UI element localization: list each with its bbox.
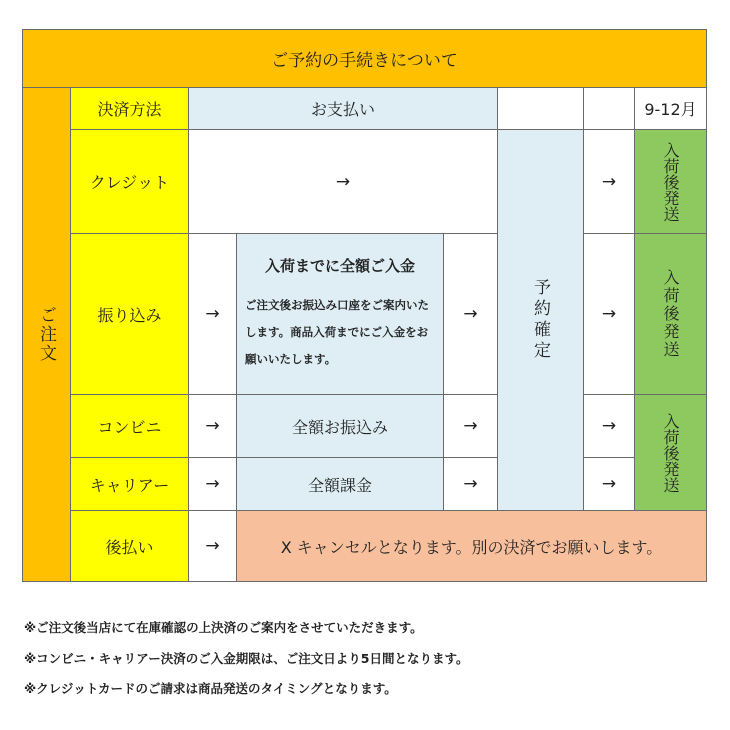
note-stock-check: ※ご注文後当店にて在庫確認の上決済のご案内をさせていただきます。 bbox=[24, 620, 423, 635]
arrow: → bbox=[443, 233, 498, 395]
arrow: → bbox=[443, 457, 498, 511]
row-label-credit: クレジット bbox=[70, 129, 189, 234]
row-label-bank-transfer: 振り込み bbox=[70, 233, 189, 395]
reservation-confirmed-text: 予約確定 bbox=[530, 278, 550, 362]
ship-after-arrival-text: 入荷後発送 bbox=[661, 269, 680, 359]
ship-after-arrival-cell bbox=[634, 129, 707, 234]
bank-transfer-description: ご注文後お振込み口座をご案内いたします。商品入荷までにご入金をお願いいたします。 bbox=[245, 298, 429, 366]
note-credit-billing: ※クレジットカードのご請求は商品発送のタイミングとなります。 bbox=[24, 681, 397, 696]
arrow: → bbox=[188, 233, 237, 395]
ship-after-arrival-text: 入荷後発送 bbox=[661, 141, 680, 222]
arrow: → bbox=[188, 510, 237, 582]
ship-after-arrival-cell bbox=[634, 394, 707, 511]
ship-after-arrival-text: 入荷後発送 bbox=[661, 412, 680, 493]
reservation-confirmed-cell bbox=[497, 129, 584, 511]
order-side-label bbox=[22, 87, 71, 582]
blank-header-cell bbox=[497, 87, 584, 130]
arrow: → bbox=[583, 457, 635, 511]
method-column-header: 決済方法 bbox=[70, 87, 189, 130]
arrow: → bbox=[188, 457, 237, 511]
row-label-deferred-payment: 後払い bbox=[70, 510, 189, 582]
arrow: → bbox=[443, 394, 498, 458]
arrow: → bbox=[188, 129, 498, 234]
row-label-convenience-store: コンビニ bbox=[70, 394, 189, 458]
carrier-payment-desc: 全額課金 bbox=[236, 457, 444, 511]
bank-transfer-info bbox=[236, 233, 444, 395]
blank-header-cell bbox=[583, 87, 635, 130]
ship-after-arrival-cell bbox=[634, 233, 707, 395]
payment-column-header: お支払い bbox=[188, 87, 498, 130]
note-payment-deadline: ※コンビニ・キャリアー決済のご入金期限は、ご注文日より5日間となります。 bbox=[24, 651, 469, 666]
page-title: ご予約の手続きについて bbox=[22, 29, 707, 88]
convenience-payment-desc: 全額お振込み bbox=[236, 394, 444, 458]
row-label-carrier: キャリアー bbox=[70, 457, 189, 511]
arrow: → bbox=[583, 129, 635, 234]
arrow: → bbox=[583, 394, 635, 458]
arrow: → bbox=[188, 394, 237, 458]
arrow: → bbox=[583, 233, 635, 395]
bank-transfer-title: 入荷までに全額ご入金 bbox=[264, 257, 415, 275]
order-side-label-text: ご注文 bbox=[36, 306, 56, 363]
month-column-header: 9-12月 bbox=[634, 87, 707, 130]
deferred-cancel-notice: X キャンセルとなります。別の決済でお願いします。 bbox=[236, 510, 707, 582]
